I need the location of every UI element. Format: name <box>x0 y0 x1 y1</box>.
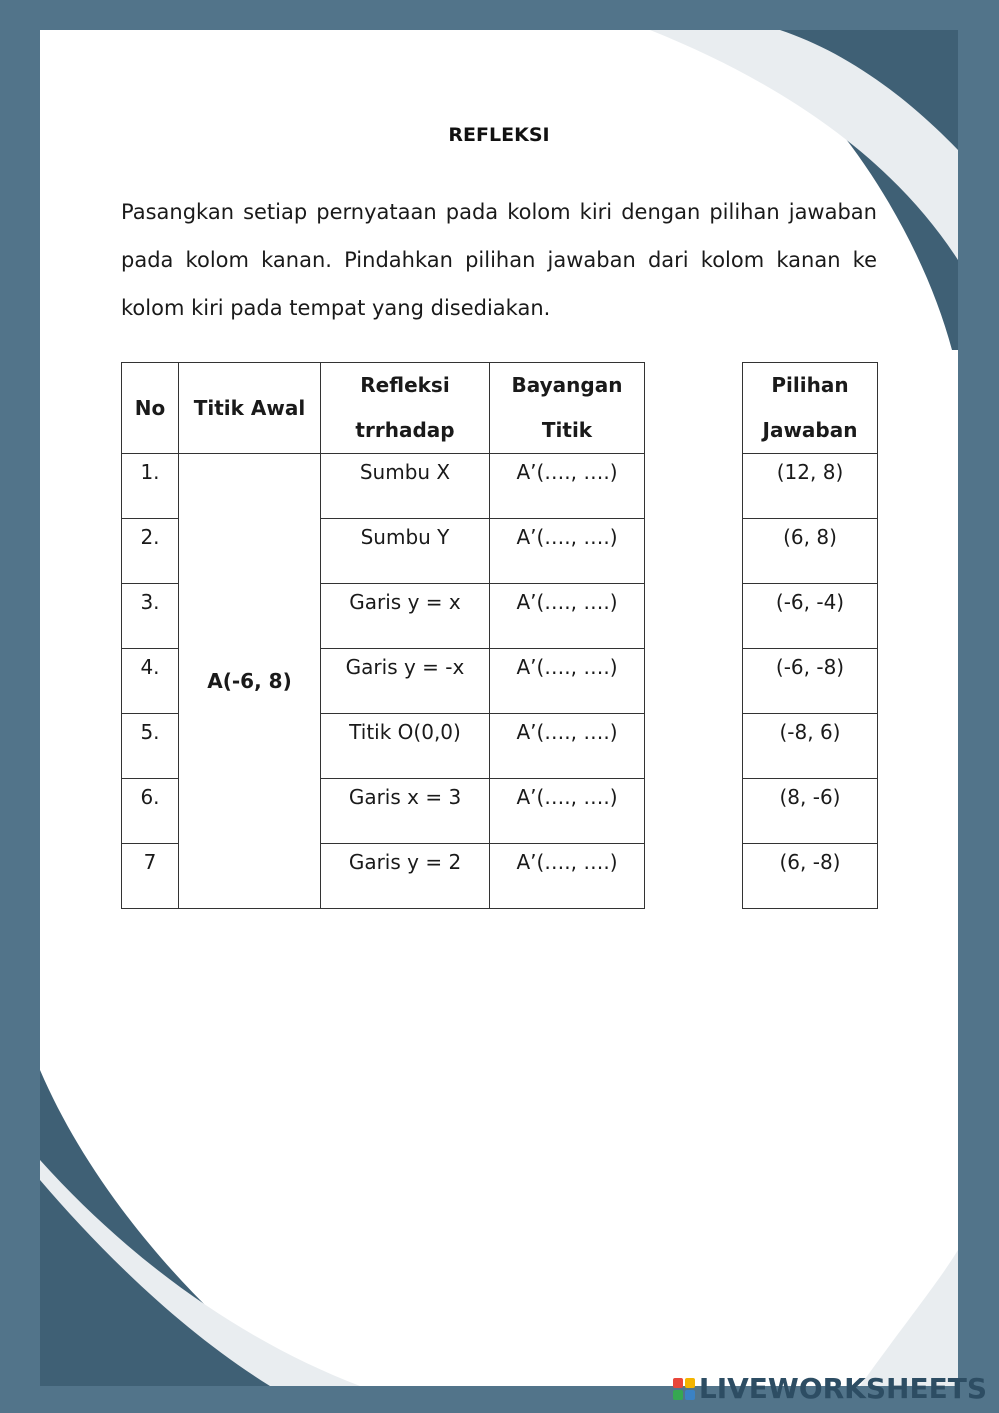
page-title: REFLEKSI <box>448 124 550 146</box>
reflection-line: Garis y = -x <box>321 649 490 714</box>
answer-choice[interactable]: (6, 8) <box>743 519 878 584</box>
reflection-line: Garis y = 2 <box>321 844 490 909</box>
reflection-line: Sumbu X <box>321 454 490 519</box>
answer-choice[interactable]: (12, 8) <box>743 454 878 519</box>
row-number: 7 <box>122 844 179 909</box>
answer-drop-slot[interactable]: A’(…., ….) <box>490 584 645 649</box>
instruction-text: Pasangkan setiap pernyataan pada kolom kiri dengan pilihan jawaban pada kolom kanan. Pindahkan pilihan jawaban dari kolom kanan ke kolom kiri pada tempat yang disediakan. <box>121 200 877 320</box>
logo-square-yellow <box>685 1378 695 1388</box>
answer-drop-slot[interactable]: A’(…., ….) <box>490 779 645 844</box>
answer-drop-slot[interactable]: A’(…., ….) <box>490 649 645 714</box>
reflection-line: Sumbu Y <box>321 519 490 584</box>
logo-square-red <box>673 1378 683 1388</box>
header-pilihan-jawaban: Pilihan Jawaban <box>743 363 878 454</box>
liveworksheets-logo <box>673 1372 987 1405</box>
answer-choice[interactable]: (-6, -4) <box>743 584 878 649</box>
row-number: 2. <box>122 519 179 584</box>
reflection-line: Garis x = 3 <box>321 779 490 844</box>
answer-choice[interactable]: (-8, 6) <box>743 714 878 779</box>
answer-drop-slot[interactable]: A’(…., ….) <box>490 519 645 584</box>
answer-choice[interactable]: (6, -8) <box>743 844 878 909</box>
header-titik-awal: Titik Awal <box>179 363 321 454</box>
answer-drop-slot[interactable]: A’(…., ….) <box>490 844 645 909</box>
row-number: 4. <box>122 649 179 714</box>
reflection-table <box>121 362 645 909</box>
answer-drop-slot[interactable]: A’(…., ….) <box>490 714 645 779</box>
row-number: 1. <box>122 454 179 519</box>
answer-choice[interactable]: (-6, -8) <box>743 649 878 714</box>
answer-choice[interactable]: (8, -6) <box>743 779 878 844</box>
logo-square-green <box>673 1390 683 1400</box>
table-row <box>122 454 645 519</box>
worksheet-page <box>40 30 958 1386</box>
header-bayangan: Bayangan Titik <box>490 363 645 454</box>
row-number: 3. <box>122 584 179 649</box>
logo-icon <box>673 1378 695 1400</box>
logo-text: LIVEWORKSHEETS <box>698 1372 987 1405</box>
header-no: No <box>122 363 179 454</box>
start-point: A(-6, 8) <box>179 454 321 909</box>
row-number: 5. <box>122 714 179 779</box>
answer-choices-table <box>742 362 878 909</box>
reflection-line: Garis y = x <box>321 584 490 649</box>
answer-drop-slot[interactable]: A’(…., ….) <box>490 454 645 519</box>
header-refleksi: Refleksi trrhadap <box>321 363 490 454</box>
reflection-line: Titik O(0,0) <box>321 714 490 779</box>
row-number: 6. <box>122 779 179 844</box>
logo-square-blue <box>685 1390 695 1400</box>
